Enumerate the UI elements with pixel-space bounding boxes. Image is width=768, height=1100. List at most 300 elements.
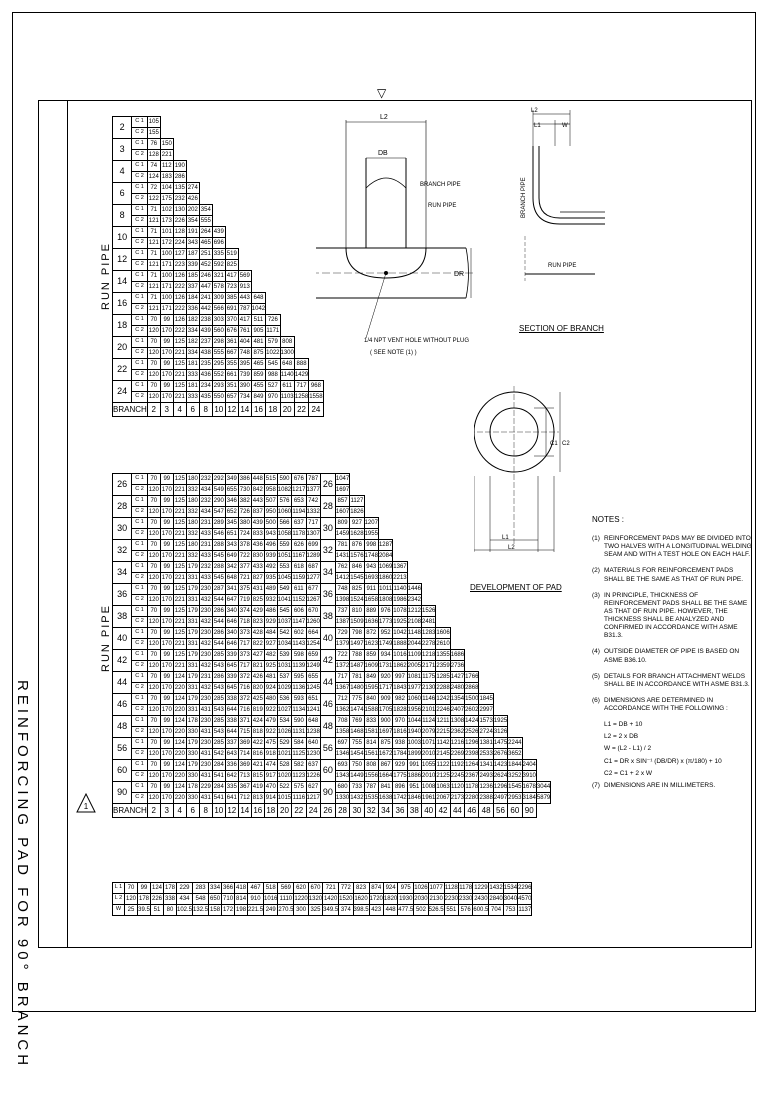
value-cell: 404	[238, 337, 251, 348]
value-cell: 371	[238, 716, 251, 727]
empty-cell	[436, 584, 450, 595]
value-cell: 336	[225, 760, 238, 771]
value-cell: 221	[173, 661, 186, 672]
row-type-cell: C 1	[132, 540, 147, 551]
empty-cell	[186, 172, 199, 183]
value-cell: 717	[238, 661, 251, 672]
empty-cell	[508, 650, 522, 661]
value-cell: 644	[225, 705, 238, 716]
pipe-size-cell-right: 38	[320, 606, 335, 628]
value-cell: 1300	[280, 348, 294, 359]
dimension-label: W	[113, 905, 125, 916]
section-w-label: W	[562, 123, 568, 129]
run-pipe-label-lower: RUN PIPE	[100, 604, 112, 672]
table-row	[113, 738, 551, 749]
row-type-cell: C 2	[132, 216, 147, 227]
empty-cell	[364, 507, 378, 518]
value-cell: 739	[238, 370, 251, 381]
empty-cell	[479, 606, 493, 617]
value-cell: 1044	[407, 716, 421, 727]
empty-cell	[393, 551, 407, 562]
value-cell: 576	[459, 905, 473, 916]
empty-cell	[280, 172, 294, 183]
empty-cell	[251, 238, 265, 249]
value-cell: 221	[173, 507, 186, 518]
empty-cell	[238, 128, 251, 139]
value-cell: 339	[225, 650, 238, 661]
empty-cell	[536, 749, 550, 760]
value-cell: 2010	[422, 771, 436, 782]
empty-cell	[294, 205, 308, 216]
value-cell: 951	[407, 782, 421, 793]
empty-cell	[450, 628, 464, 639]
value-cell: 717	[294, 381, 308, 392]
value-cell: 830	[251, 551, 264, 562]
value-cell: 287	[212, 584, 225, 595]
run-pipe-callout: RUN PIPE	[428, 203, 457, 209]
row-type-cell: C 2	[132, 194, 147, 205]
row-type-cell: C 2	[132, 370, 147, 381]
empty-cell	[465, 639, 479, 650]
table-row	[113, 139, 324, 150]
empty-cell	[212, 172, 225, 183]
value-cell: 434	[199, 485, 212, 496]
value-cell: 1940	[407, 727, 421, 738]
note-number: (6)	[592, 696, 600, 704]
value-cell: 2044	[407, 639, 421, 650]
value-cell: 1216	[450, 738, 464, 749]
empty-cell	[450, 507, 464, 518]
value-cell: 1127	[350, 496, 364, 507]
value-cell: 285	[212, 738, 225, 749]
value-cell: 549	[212, 485, 225, 496]
value-cell: 221	[173, 348, 186, 359]
empty-cell	[294, 326, 308, 337]
value-cell: 230	[199, 716, 212, 727]
value-cell: 179	[186, 760, 199, 771]
row-type-cell: C 1	[132, 183, 147, 194]
empty-cell	[422, 573, 436, 584]
value-cell: 496	[264, 540, 277, 551]
empty-cell	[294, 117, 308, 128]
empty-cell	[436, 606, 450, 617]
value-cell: 99	[160, 694, 173, 705]
pipe-size-cell: 60	[113, 760, 132, 782]
value-cell: 943	[364, 562, 378, 573]
value-cell: 170	[160, 326, 173, 337]
empty-cell	[436, 562, 450, 573]
value-cell: 637	[292, 518, 306, 529]
empty-cell	[536, 650, 550, 661]
empty-cell	[407, 540, 421, 551]
value-cell: 373	[238, 628, 251, 639]
value-cell: 170	[160, 529, 173, 540]
value-cell: 543	[212, 683, 225, 694]
value-cell: 349.5	[323, 905, 339, 916]
value-cell: 180	[186, 518, 199, 529]
value-cell: 710	[222, 894, 235, 905]
empty-cell	[280, 315, 294, 326]
value-cell: 1581	[364, 727, 378, 738]
pad-c1-label: C1	[550, 441, 558, 447]
value-cell: 470	[264, 782, 277, 793]
row-type-cell: C 2	[132, 661, 147, 672]
value-cell: 1377	[306, 485, 320, 496]
value-cell: 2533	[479, 749, 493, 760]
value-cell: 722	[238, 551, 251, 562]
value-cell: 229	[199, 782, 212, 793]
value-cell: 369	[238, 738, 251, 749]
value-cell: 178	[138, 894, 151, 905]
value-cell: 122	[147, 194, 160, 205]
value-cell: 2602	[465, 705, 479, 716]
empty-cell	[479, 628, 493, 639]
value-cell: 171	[160, 260, 173, 271]
value-cell: 124	[173, 760, 186, 771]
value-cell: 592	[212, 260, 225, 271]
value-cell: 646	[225, 639, 238, 650]
value-cell: 649	[225, 551, 238, 562]
value-cell: 351	[225, 381, 238, 392]
empty-cell	[393, 518, 407, 529]
empty-cell	[436, 496, 450, 507]
value-cell: 178	[186, 782, 199, 793]
empty-cell	[266, 194, 280, 205]
value-cell: 733	[350, 782, 364, 793]
value-cell: 810	[350, 606, 364, 617]
value-cell: 431	[199, 771, 212, 782]
empty-cell	[479, 661, 493, 672]
value-cell: 670	[308, 883, 322, 894]
value-cell: 264	[199, 227, 212, 238]
pipe-size-cell-right: 36	[320, 584, 335, 606]
value-cell: 1022	[266, 348, 280, 359]
value-cell: 2215	[436, 727, 450, 738]
table-row	[113, 359, 324, 370]
empty-cell	[251, 139, 265, 150]
value-cell: 283	[193, 883, 209, 894]
value-cell: 355	[225, 359, 238, 370]
value-cell: 544	[212, 595, 225, 606]
empty-cell	[522, 683, 536, 694]
value-cell: 762	[335, 562, 349, 573]
value-cell: 124	[173, 716, 186, 727]
value-cell: 70	[147, 760, 160, 771]
value-cell: 2407	[450, 705, 464, 716]
value-cell: 1775	[393, 771, 407, 782]
value-cell: 230	[199, 738, 212, 749]
value-cell: 543	[212, 661, 225, 672]
empty-cell	[266, 117, 280, 128]
value-cell: 232	[199, 474, 212, 485]
value-cell: 545	[212, 573, 225, 584]
value-cell: 432	[199, 595, 212, 606]
value-cell: 124	[173, 738, 186, 749]
empty-cell	[225, 161, 238, 172]
value-cell: 341	[225, 584, 238, 595]
value-cell: 781	[350, 672, 364, 683]
value-cell: 433	[199, 529, 212, 540]
row-type-cell: C 2	[132, 771, 147, 782]
value-cell: 1147	[292, 617, 306, 628]
value-cell: 230	[199, 606, 212, 617]
empty-cell	[465, 562, 479, 573]
value-cell: 641	[225, 793, 238, 804]
value-cell: 1242	[436, 694, 450, 705]
value-cell: 1120	[450, 782, 464, 793]
value-cell: 1362	[335, 705, 349, 716]
row-type-cell: C 1	[132, 161, 147, 172]
value-cell: 425	[251, 694, 264, 705]
empty-cell	[522, 628, 536, 639]
value-cell: 970	[393, 716, 407, 727]
empty-cell	[393, 496, 407, 507]
empty-cell	[251, 205, 265, 216]
value-cell: 590	[277, 474, 291, 485]
empty-cell	[280, 117, 294, 128]
row-type-cell: C 1	[132, 359, 147, 370]
empty-cell	[536, 760, 550, 771]
empty-cell	[186, 139, 199, 150]
value-cell: 1930	[398, 894, 414, 905]
value-cell: 2067	[436, 793, 450, 804]
value-cell: 325	[308, 905, 322, 916]
value-cell: 423	[369, 905, 383, 916]
value-cell: 124	[151, 883, 164, 894]
empty-cell	[450, 474, 464, 485]
row-type-cell: C 2	[132, 595, 147, 606]
value-cell: 555	[212, 348, 225, 359]
value-cell: 913	[238, 282, 251, 293]
empty-cell	[465, 573, 479, 584]
value-cell: 664	[306, 628, 320, 639]
value-cell: 968	[309, 381, 323, 392]
value-cell: 171	[160, 304, 173, 315]
empty-cell	[422, 518, 436, 529]
value-cell: 220	[173, 727, 186, 738]
pipe-size-cell: 24	[113, 381, 132, 403]
value-cell: 1899	[407, 749, 421, 760]
section-run-pipe-label: RUN PIPE	[548, 263, 577, 269]
value-cell: 286	[173, 172, 186, 183]
empty-cell	[422, 496, 436, 507]
value-cell: 124	[147, 172, 160, 183]
value-cell: 232	[199, 562, 212, 573]
value-cell: 2084	[378, 551, 392, 562]
branch-size-cell: 46	[465, 804, 479, 818]
value-cell: 288	[212, 540, 225, 551]
value-cell: 354	[199, 205, 212, 216]
empty-cell	[536, 573, 550, 584]
row-type-cell: C 2	[132, 326, 147, 337]
value-cell: 676	[225, 326, 238, 337]
row-type-cell: C 1	[132, 249, 147, 260]
row-type-cell: C 1	[132, 694, 147, 705]
row-type-cell: C 1	[132, 562, 147, 573]
value-cell: 714	[238, 749, 251, 760]
value-cell: 1236	[479, 782, 493, 793]
see-note-label: ( SEE NOTE (1) )	[370, 350, 417, 356]
table-row	[113, 194, 324, 205]
value-cell: 1220	[294, 894, 308, 905]
empty-cell	[422, 584, 436, 595]
empty-cell	[508, 705, 522, 716]
empty-cell	[238, 260, 251, 271]
value-cell: 2030	[414, 894, 428, 905]
value-cell: 576	[277, 496, 291, 507]
value-cell: 546	[212, 529, 225, 540]
note-text: MATERIALS FOR REINFORCEMENT PADS SHALL BE THE SAME AS THAT OF RUN PIPE.	[604, 567, 744, 583]
value-cell: 1705	[378, 705, 392, 716]
branch-size-cell: 18	[266, 403, 280, 417]
empty-cell	[294, 293, 308, 304]
value-cell: 345	[225, 518, 238, 529]
value-cell: 474	[264, 760, 277, 771]
value-cell: 333	[186, 392, 199, 403]
empty-cell	[536, 661, 550, 672]
value-cell: 70	[147, 628, 160, 639]
section-l1-label: L1	[534, 123, 541, 129]
value-cell: 1226	[306, 771, 320, 782]
value-cell: 1217	[306, 793, 320, 804]
value-cell: 723	[225, 282, 238, 293]
value-cell: 377	[238, 562, 251, 573]
value-cell: 338	[164, 894, 177, 905]
empty-cell	[422, 540, 436, 551]
branch-size-cell: 12	[225, 403, 238, 417]
value-cell: 814	[235, 894, 248, 905]
value-cell: 1379	[335, 639, 349, 650]
value-cell: 422	[251, 738, 264, 749]
branch-size-cell: 8	[199, 403, 212, 417]
value-cell: 70	[147, 562, 160, 573]
empty-cell	[479, 650, 493, 661]
value-cell: 191	[186, 227, 199, 238]
value-cell: 481	[251, 337, 265, 348]
value-cell: 120	[147, 683, 160, 694]
value-cell: 1449	[350, 771, 364, 782]
value-cell: 547	[212, 507, 225, 518]
value-cell: 230	[199, 628, 212, 639]
value-cell: 545	[212, 551, 225, 562]
value-cell: 1136	[292, 683, 306, 694]
value-cell: 223	[173, 260, 186, 271]
branch-pipe-diagram	[316, 108, 486, 368]
value-cell: 334	[186, 348, 199, 359]
value-cell: 486	[264, 606, 277, 617]
value-cell: 814	[364, 738, 378, 749]
value-cell: 354	[186, 216, 199, 227]
value-cell: 905	[251, 326, 265, 337]
value-cell: 372	[238, 694, 251, 705]
empty-cell	[280, 161, 294, 172]
row-type-cell: C 2	[132, 683, 147, 694]
value-cell: 2230	[444, 894, 458, 905]
value-cell: 1607	[335, 507, 349, 518]
value-cell: 900	[378, 716, 392, 727]
value-cell: 1697	[378, 727, 392, 738]
empty-cell	[238, 183, 251, 194]
row-type-cell: C 1	[132, 716, 147, 727]
empty-cell	[522, 573, 536, 584]
value-cell: 1264	[465, 760, 479, 771]
value-cell: 125	[173, 562, 186, 573]
value-cell: 481	[264, 672, 277, 683]
row-type-cell: C 2	[132, 304, 147, 315]
row-type-cell: C 1	[132, 518, 147, 529]
empty-cell	[294, 150, 308, 161]
value-cell: 825	[350, 584, 364, 595]
note-text: REINFORCEMENT PADS MAY BE DIVIDED INTO TWO HALVES WITH A LONGITUDINAL WELDING SEAM AND WITH A TEST HOLE ON EACH HALF.	[604, 535, 752, 559]
value-cell: 231	[199, 672, 212, 683]
empty-cell	[536, 595, 550, 606]
value-cell: 1116	[292, 793, 306, 804]
empty-cell	[493, 573, 507, 584]
value-cell: 1697	[335, 485, 349, 496]
value-cell: 2244	[508, 738, 522, 749]
branch-size-cell: 6	[186, 403, 199, 417]
value-cell: 1109	[407, 650, 421, 661]
empty-cell	[251, 249, 265, 260]
empty-cell	[280, 194, 294, 205]
value-cell: 1961	[422, 793, 436, 804]
empty-cell	[294, 271, 308, 282]
value-cell: 298	[212, 337, 225, 348]
value-cell: 99	[160, 381, 173, 392]
empty-cell	[266, 139, 280, 150]
empty-cell	[450, 595, 464, 606]
value-cell: 730	[238, 485, 251, 496]
row-type-cell: C 1	[132, 782, 147, 793]
pad-c2-label: C2	[562, 441, 570, 447]
value-cell: 1034	[277, 639, 291, 650]
formula-line: C1 = DR x SIN⁻¹ (DB/DR) x (π/180) + 10	[604, 757, 722, 765]
note-item	[592, 697, 752, 713]
value-cell: 121	[147, 216, 160, 227]
empty-cell	[479, 562, 493, 573]
value-cell: 395	[238, 359, 251, 370]
value-cell: 2280	[465, 793, 479, 804]
empty-cell	[536, 683, 550, 694]
row-type-cell: C 1	[132, 650, 147, 661]
note-item	[592, 567, 752, 583]
value-cell: 170	[160, 485, 173, 496]
empty-cell	[212, 205, 225, 216]
value-cell: 455	[251, 381, 265, 392]
value-cell: 120	[147, 705, 160, 716]
empty-cell	[450, 573, 464, 584]
empty-cell	[266, 128, 280, 139]
value-cell: 4570	[518, 894, 532, 905]
note-item	[592, 782, 752, 790]
value-cell: 125	[173, 474, 186, 485]
empty-cell	[436, 617, 450, 628]
value-cell: 1027	[277, 705, 291, 716]
value-cell: 566	[277, 518, 291, 529]
pipe-size-cell: 4	[113, 161, 132, 183]
empty-cell	[280, 183, 294, 194]
value-cell: 2359	[436, 661, 450, 672]
value-cell: 1167	[292, 551, 306, 562]
value-cell: 1558	[309, 392, 323, 403]
empty-cell	[160, 117, 173, 128]
value-cell: 467	[248, 883, 264, 894]
branch-size-cell: 40	[422, 804, 436, 818]
value-cell: 432	[199, 683, 212, 694]
value-cell: 1103	[280, 392, 294, 403]
value-cell: 2288	[436, 683, 450, 694]
value-cell: 1029	[277, 683, 291, 694]
